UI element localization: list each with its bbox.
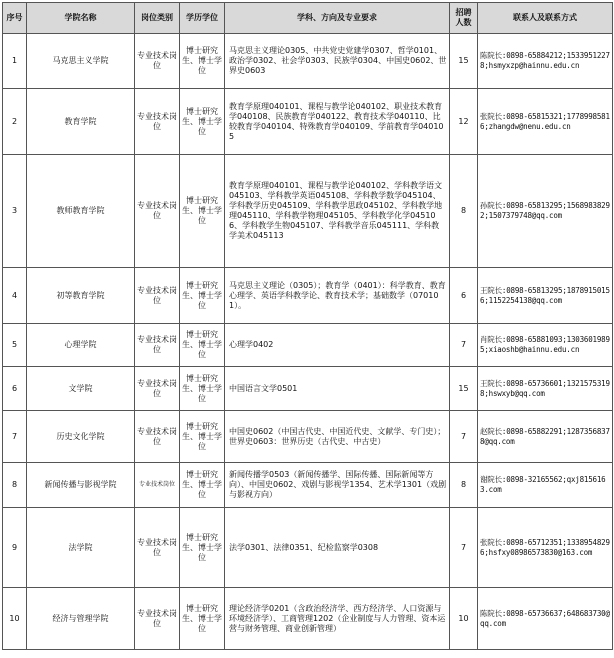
contact-info: 王院长:0898-65736601;13215753198;hswxyb@qq.com [478,367,613,411]
row-index: 6 [3,367,27,411]
contact-info: 赵院长:0898-65882291;12873568378@qq.com [478,411,613,463]
degree: 博士研究生、博士学位 [180,34,225,89]
college-name: 马克思主义学院 [27,34,135,89]
contact-info: 陈院长:0898-65736637;648683730@qq.com [478,588,613,650]
row-index: 4 [3,268,27,324]
header-degree: 学历学位 [180,3,225,34]
post-type: 专业技术岗位 [135,508,180,588]
contact-info: 张院长:0898-65712351;13389548296;hsfxy08986573830@163.com [478,508,613,588]
table-row [3,34,613,89]
college-name: 初等教育学院 [27,268,135,324]
headcount: 15 [450,34,478,89]
post-type: 专业技术岗位 [135,34,180,89]
header-contact: 联系人及联系方式 [478,3,613,34]
college-name: 经济与管理学院 [27,588,135,650]
post-type: 专业技术岗位 [135,411,180,463]
post-type: 专业技术岗位 [135,268,180,324]
college-name: 教育学院 [27,89,135,155]
post-type: 专业技术岗位 [135,367,180,411]
college-name: 法学院 [27,508,135,588]
row-index: 5 [3,324,27,367]
degree: 博士研究生、博士学位 [180,588,225,650]
degree: 博士研究生、博士学位 [180,155,225,268]
headcount: 7 [450,508,478,588]
post-type: 专业技术岗位 [135,588,180,650]
contact-info: 陈院长:0898-65884212;15339512278;hsmyxzp@hainnu.edu.cn [478,34,613,89]
row-index: 10 [3,588,27,650]
contact-info: 孙院长:0898-65813295;15689838292;1507379748@qq.com [478,155,613,268]
requirements: 中国语言文学0501 [225,367,450,411]
requirements: 教育学原理040101、课程与教学论040102、学科教学语文045103、学科教学英语045108、学科教学数学045104、学科教学历史045109、学科教学思政045102、学科教学地理045110、学科教学物理045105、学科教学化学045106、学科教学生物045107、学科教学音乐045111、学科教学美术045113 [225,155,450,268]
row-index: 2 [3,89,27,155]
headcount: 8 [450,463,478,508]
headcount: 8 [450,155,478,268]
requirements: 理论经济学0201（含政治经济学、西方经济学、人口资源与环境经济学）、工商管理1202（企业制度与人力管理、资本运营与财务管理、商业创新管理） [225,588,450,650]
row-index: 7 [3,411,27,463]
header-index: 序号 [3,3,27,34]
degree: 博士研究生、博士学位 [180,268,225,324]
college-name: 文学院 [27,367,135,411]
degree: 博士研究生、博士学位 [180,411,225,463]
headcount: 15 [450,367,478,411]
row-index: 1 [3,34,27,89]
post-type: 专业技术岗位 [135,463,180,508]
header-college: 学院名称 [27,3,135,34]
college-name: 心理学院 [27,324,135,367]
headcount: 7 [450,324,478,367]
table-row [3,588,613,650]
table-row [3,268,613,324]
row-index: 9 [3,508,27,588]
row-index: 8 [3,463,27,508]
requirements: 新闻传播学0503（新闻传播学、国际传播、国际新闻等方向）、中国史0602、戏剧与影视学1354、艺术学1301（戏剧与影视方向） [225,463,450,508]
post-type: 专业技术岗位 [135,324,180,367]
table-row [3,508,613,588]
degree: 博士研究生、博士学位 [180,367,225,411]
degree: 博士研究生、博士学位 [180,89,225,155]
header-row [3,3,613,34]
contact-info: 张院长:0898-65815321;17789985816;zhangdw@nenu.edu.cn [478,89,613,155]
table-row [3,411,613,463]
header-headcount: 招聘人数 [450,3,478,34]
college-name: 历史文化学院 [27,411,135,463]
table-row [3,324,613,367]
requirements: 中国史0602（中国古代史、中国近代史、文献学、专门史）；世界史0603：世界历史（古代史、中古史） [225,411,450,463]
table-row [3,89,613,155]
headcount: 7 [450,411,478,463]
recruitment-table [2,2,613,650]
table-row [3,463,613,508]
college-name: 新闻传播与影视学院 [27,463,135,508]
degree: 博士研究生、博士学位 [180,324,225,367]
headcount: 12 [450,89,478,155]
requirements: 心理学0402 [225,324,450,367]
degree: 博士研究生、博士学位 [180,508,225,588]
row-index: 3 [3,155,27,268]
requirements: 马克思主义理论0305、中共党史党建学0307、哲学0101、政治学0302、社会学0303、民族学0304、中国史0602、世界史0603 [225,34,450,89]
table-row [3,367,613,411]
post-type: 专业技术岗位 [135,89,180,155]
college-name: 教师教育学院 [27,155,135,268]
header-post-type: 岗位类别 [135,3,180,34]
table-row [3,155,613,268]
headcount: 10 [450,588,478,650]
requirements: 马克思主义理论（0305）；教育学（0401）：科学教育、教育心理学、英语学科教学论、教育技术学；基础数学（070101）。 [225,268,450,324]
requirements: 教育学原理040101、课程与教学论040102、职业技术教育学040108、民族教育学040122、教育技术学040110、比较教育学040104、特殊教育学040109、学前教育学040105 [225,89,450,155]
post-type: 专业技术岗位 [135,155,180,268]
contact-info: 肖院长:0898-65881093;13036019895;xiaoshb@hainnu.edu.cn [478,324,613,367]
header-requirements: 学科、方向及专业要求 [225,3,450,34]
headcount: 6 [450,268,478,324]
degree: 博士研究生、博士学位 [180,463,225,508]
contact-info: 谢院长:0898-32165562;qxj8156163.com [478,463,613,508]
contact-info: 王院长:0898-65813295;18789150156;1152254138@qq.com [478,268,613,324]
requirements: 法学0301、法律0351、纪检监察学0308 [225,508,450,588]
